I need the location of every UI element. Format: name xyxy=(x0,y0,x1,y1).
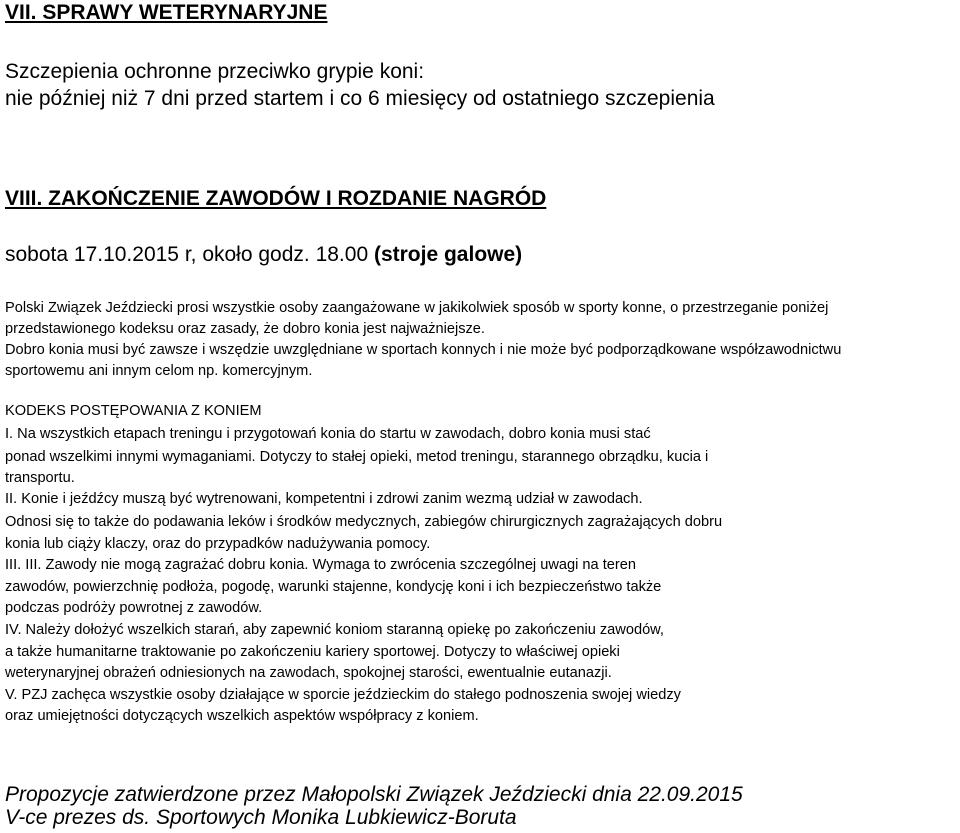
intro-line: przedstawionego kodeksu oraz zasady, że dobro konia jest najważniejsze. xyxy=(5,321,485,337)
code-line: Odnosi się to także do podawania leków i środków medycznych, zabiegów chirurgicznych zagrażających dobru xyxy=(5,514,723,530)
code-line: I. Na wszystkich etapach treningu i przygotowań konia do startu w zawodach, dobro konia musi stać xyxy=(5,426,651,442)
signature-line: V-ce prezes ds. Sportowych Monika Lubkiewicz-Boruta xyxy=(5,806,517,829)
code-line: II. Konie i jeźdźcy muszą być wytrenowani, kompetentni i zdrowi zanim wezmą udział w zawodach. xyxy=(5,491,643,507)
vaccination-line-2: nie później niż 7 dni przed startem i co 6 miesięcy od ostatniego szczepienia xyxy=(5,87,715,110)
code-line: ponad wszelkimi innymi wymaganiami. Dotyczy to stałej opieki, metod treningu, starannego obrządku, kucia i xyxy=(5,449,709,465)
intro-line: Polski Związek Jeździecki prosi wszystkie osoby zaangażowane w jakikolwiek sposób w sporty konne, o przestrzeganie poniżej xyxy=(5,300,829,316)
section-vii-heading: VII. SPRAWY WETERYNARYJNE xyxy=(5,1,328,24)
code-line: konia lub ciąży klaczy, oraz do przypadków nadużywania pomocy. xyxy=(5,536,431,552)
intro-line: Dobro konia musi być zawsze i wszędzie uwzględniane w sportach konnych i nie może być podporządkowane współzawodnictwu xyxy=(5,342,842,358)
code-line: podczas podróży powrotnej z zawodów. xyxy=(5,600,263,616)
vaccination-line-1: Szczepienia ochronne przeciwko grypie koni: xyxy=(5,60,425,83)
approval-line: Propozycje zatwierdzone przez Małopolski Związek Jeździecki dnia 22.09.2015 xyxy=(5,783,743,806)
code-line: IV. Należy dołożyć wszelkich starań, aby zapewnić koniom staranną opiekę po zakończeniu zawodów, xyxy=(5,622,664,638)
code-heading: KODEKS POSTĘPOWANIA Z KONIEM xyxy=(5,403,262,419)
code-line: transportu. xyxy=(5,470,75,486)
ceremony-date-text: sobota 17.10.2015 r, około godz. 18.00 xyxy=(5,243,374,266)
ceremony-date-line xyxy=(5,243,522,267)
code-line: a także humanitarne traktowanie po zakończeniu kariery sportowej. Dotyczy to właściwej opieki xyxy=(5,644,620,660)
code-line: V. PZJ zachęca wszystkie osoby działające w sporcie jeździeckim do stałego podnoszenia swojej wiedzy xyxy=(5,687,681,703)
code-line: oraz umiejętności dotyczących wszelkich aspektów współpracy z koniem. xyxy=(5,708,479,724)
code-line: weterynaryjnej obrażeń odniesionych na zawodach, spokojnej starości, ewentualnie eutanazji. xyxy=(5,665,612,681)
intro-line: sportowemu ani innym celom np. komercyjnym. xyxy=(5,363,313,379)
code-line: III. III. Zawody nie mogą zagrażać dobru konia. Wymaga to zwrócenia szczególnej uwagi na teren xyxy=(5,557,636,573)
section-viii-heading: VIII. ZAKOŃCZENIE ZAWODÓW I ROZDANIE NAGRÓD xyxy=(5,187,547,210)
code-line: zawodów, powierzchnię podłoża, pogodę, warunki stajenne, kondycję koni i ich bezpieczeństwo także xyxy=(5,579,662,595)
ceremony-dress-code: (stroje galowe) xyxy=(373,243,523,266)
